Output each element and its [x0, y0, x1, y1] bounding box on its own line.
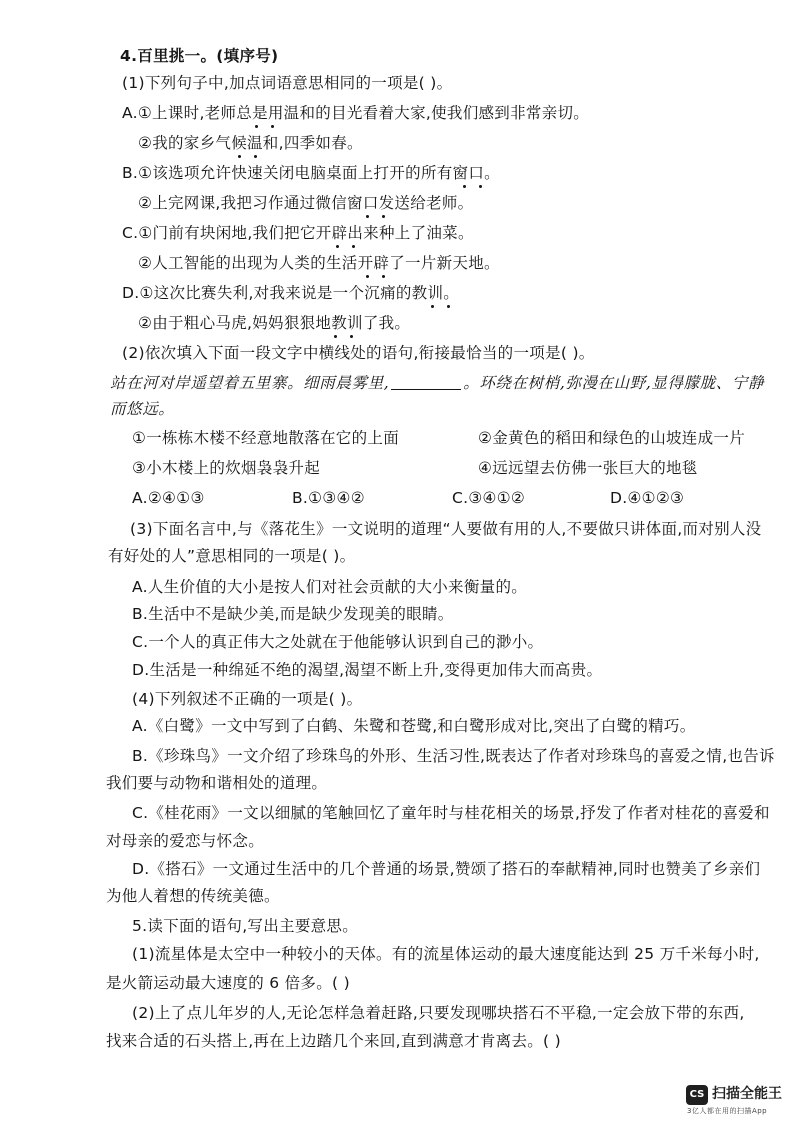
q4-p1-stem: (1)下列句子中,加点词语意思相同的一项是( )。 [122, 74, 453, 92]
q4-p2-passage-end: 而悠远。 [110, 400, 175, 418]
q4-p2-sentence-2: ②金黄色的稻田和绿色的山坡连成一片 [478, 429, 745, 447]
q4-p4-option-a: A.《白鹭》一文中写到了白鹤、朱鹭和苍鹭,和白鹭形成对比,突出了白鹭的精巧。 [132, 717, 696, 735]
q4-p2-choice-a: A.②④①③ [132, 489, 205, 507]
q4-p3-option-d: D.生活是一种绵延不绝的渴望,渴望不断上升,变得更加伟大而高贵。 [132, 661, 603, 679]
q4-p2-stem: (2)依次填入下面一段文字中横线处的语句,衔接最恰当的一项是( )。 [122, 344, 595, 362]
q4-p1-option-a2: ②我的家乡气候温和,四季如春。 [138, 134, 363, 152]
q5-title: 5.读下面的语句,写出主要意思。 [132, 917, 359, 935]
watermark-tagline: 3亿人都在用的扫描App [687, 1107, 768, 1115]
q4-p3-stem-line2: 有好处的人”意思相同的一项是( )。 [108, 547, 356, 565]
q4-p4-option-c-line2: 对母亲的爱恋与怀念。 [106, 832, 265, 850]
q4-p4-option-b-line1: B.《珍珠鸟》一文介绍了珍珠鸟的外形、生活习性,既表达了作者对珍珠鸟的喜爱之情,也告诉 [132, 747, 775, 765]
q4-p3-stem-line1: (3)下面名言中,与《落花生》一文说明的道理“人要做有用的人,不要做只讲体面,而对别人没 [130, 520, 762, 538]
q4-p1-option-d1: D.①这次比赛失利,对我来说是一个沉痛的教训。 [122, 284, 460, 302]
q4-p4-option-d-line2: 为他人着想的传统美德。 [106, 887, 280, 905]
q4-p2-choice-d: D.④①②③ [610, 489, 685, 507]
watermark-app-name: 扫描全能王 [712, 1086, 782, 1102]
q4-p2-choice-b: B.①③④② [292, 489, 365, 507]
q4-p1-option-b2: ②上完网课,我把习作通过微信窗口发送给老师。 [138, 194, 474, 212]
q4-p2-sentence-4: ④远远望去仿佛一张巨大的地毯 [478, 459, 698, 477]
fill-blank [391, 375, 461, 390]
q4-p1-option-c2: ②人工智能的出现为人类的生活开辟了一片新天地。 [138, 254, 500, 272]
q4-p4-option-c-line1: C.《桂花雨》一文以细腻的笔触回忆了童年时与桂花相关的场景,抒发了作者对桂花的喜爱和 [132, 804, 770, 822]
q5-s2-line2: 找来合适的石头搭上,再在上边踏几个来回,直到满意才肯离去。( ) [106, 1032, 561, 1050]
q4-p1-option-b1: B.①该选项允许快速关闭电脑桌面上打开的所有窗口。 [122, 164, 500, 182]
q4-p3-option-a: A.人生价值的大小是按人们对社会贡献的大小来衡量的。 [132, 578, 528, 596]
q5-s1-line2: 是火箭运动最大速度的 6 倍多。( ) [106, 974, 350, 992]
q4-p1-option-c1: C.①门前有块闲地,我们把它开辟出来种上了油菜。 [122, 224, 474, 242]
q4-p2-sentence-1: ①一栋栋木楼不经意地散落在它的上面 [132, 429, 399, 447]
q4-p2-passage: 站在河对岸遥望着五里寨。细雨晨雾里, 。环绕在树梢,弥漫在山野,显得朦胧、宁静 [110, 374, 765, 392]
camscanner-logo-icon: CS [686, 1085, 708, 1105]
q4-p2-sentence-3: ③小木楼上的炊烟袅袅升起 [132, 459, 320, 477]
q4-p2-choice-c: C.③④①② [452, 489, 526, 507]
q4-p3-option-b: B.生活中不是缺少美,而是缺少发现美的眼睛。 [132, 605, 454, 623]
q4-p4-option-b-line2: 我们要与动物和谐相处的道理。 [106, 774, 328, 792]
q4-p4-stem: (4)下列叙述不正确的一项是( )。 [132, 690, 363, 708]
q4-title: 4.百里挑一。(填序号) [120, 47, 279, 65]
q4-p1-option-a1: A.①上课时,老师总是用温和的目光看着大家,使我们感到非常亲切。 [122, 104, 590, 122]
q4-p3-option-c: C.一个人的真正伟大之处就在于他能够认识到自己的渺小。 [132, 633, 544, 651]
q4-p1-option-d2: ②由于粗心马虎,妈妈狠狠地教训了我。 [138, 314, 411, 332]
q5-s1-line1: (1)流星体是太空中一种较小的天体。有的流星体运动的最大速度能达到 25 万千米每小时, [132, 945, 760, 963]
q4-p4-option-d-line1: D.《搭石》一文通过生活中的几个普通的场景,赞颂了搭石的奉献精神,同时也赞美了乡亲们 [132, 860, 761, 878]
q5-s2-line1: (2)上了点儿年岁的人,无论怎样急着赶路,只要发现哪块搭石不平稳,一定会放下带的东西, [132, 1004, 745, 1022]
